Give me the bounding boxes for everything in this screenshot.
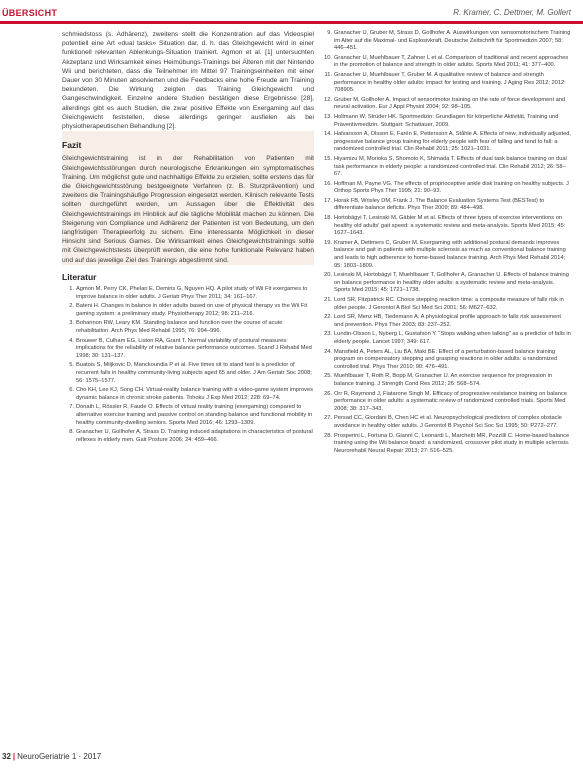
reference-item: 19. Kramer A, Dettmers C, Gruber M. Exergaming with additional postural demands improves balance and gait in patients with multiple sclerosis as much as conventional balance training and leads to high adherence to home-based balance training. Arch Phys Med Rehabil 2014; 95: 1803–1809.: [324, 239, 566, 269]
reference-item: 27. Persad CC, Giordani B, Chen HC et al. Neuropsychological predictors of complex obstacle avoidance in healthy older adults. J Gerontol B Psychol Sci Soc Sci 1995; 50: P272–277.: [324, 415, 562, 429]
reference-item: 8. Granacher U, Gollhofer A, Strass D. Training induced adaptations in characteristics of postural reflexes in elderly men. Gait Posture 2006; 24: 459–466.: [69, 429, 313, 443]
reference-item: 7. Donath L, Rössler R, Faude O. Effects of virtual reality training (exergaming) compared to alternative exercise training and passive control on standing balance and functional mobility in healthy community-dwelling seniors. Sports Med 2016; 46: 1293–1309.: [69, 404, 313, 426]
page-header: [0, 0, 583, 26]
reference-item: 20. Lesinski M, Hortobágyi T, Muehlbauer T, Gollhofer A, Granacher U. Effects of balance training on balance performance in healthy older adults: a systematic review and meta-analysis. Sports Med 2015; 45: 1721–1738.: [324, 272, 569, 294]
reference-list-left: [62, 286, 314, 444]
reference-item: 14. Halvarsson A, Olsson E, Farén E, Pettersson A, Ståhle A. Effects of new, individually adjusted, progressive balance group training for elderly people with fear of falling and tend to fall: a randomized controlled trial. Clin Rehabil 2011; 25: 1021–1031.: [324, 131, 571, 153]
reference-item: 15. Hiyamizu M, Morioka S, Shomoto K, Shimada T. Effects of dual task balance training on dual task performance in elderly people: a randomized controlled trial. Clin Rehabil 2012; 26: 58–67.: [324, 155, 567, 178]
reference-item: 24. Mansfield A, Peters AL, Liu BA, Maki BE. Effect of a perturbation-based balance training program on compensatory stepping and grasping reactions in older adults: a randomized controlled trial. Phys Ther 2010; 90: 476–491.: [324, 348, 558, 370]
reference-item: 25. Muehlbauer T, Roth R, Bopp M, Granacher U. An exercise sequence for progression in balance training. J Strength Cond Res 2012; 26: 568–574.: [324, 373, 553, 387]
reference-item: 11. Granacher U, Muehlbauer T, Gruber M. A qualitative review of balance and strength performance in healthy older adults: impact for testing and training. J Aging Res 2012; 2012: 708905.: [324, 71, 566, 94]
reference-item: 21. Lord SR, Fitzpatrick RC. Choice stepping reaction time: a composite measure of falls risk in older people. J Gerontol A Biol Sci Med Sci 2001; 56: M627–632.: [324, 297, 564, 311]
fazit-heading: Fazit: [62, 140, 82, 151]
fazit-paragraph: Gleichgewichtstraining ist in der Rehabilitation von Patienten mit Gleichgewichtsstörungen durch neurologische Erkrankungen ein symptomatisches Training. Um möglichst gute und nachhaltige Effekte zu erzielen, sollte erstens das für die Gleichgewichtsstörung bestgeeignete Verfahren (z. B. Sturzprävention) und zweitens die Trainingshäufige Progression eingesetzt werden. Klinisch relevante Tests sollten durchgeführt werden, um Aussagen über die Effektivität des Gleichgewichtstrainings im Hinblick auf die tägliche Mobilität machen zu können. Die Steigerung von Compliance und Adhärenz der Patienten ist von Bedeutung, um den langfristigen Therapieerfolg zu sichern. Eine interessante Möglichkeit in dieser Hinsicht sind Serious Games. Die Wirksamkeit eines Gleichgewichtstrainings sollte mit Gleichgewichtstests überprüft werden, die eine hohe funktionale Relevanz haben und auf das jeweilige Ziel des Trainings abgestimmt sind.: [62, 155, 314, 264]
page-footer: [2, 752, 101, 761]
reference-item: 10. Granacher U, Muehlbauer T, Zahner L et al. Comparison of traditional and recent approaches in the promotion of balance and strength in older adults. Sports Med 2011; 41: 377–400.: [324, 54, 569, 69]
reference-item: 6. Cho KH, Lee KJ, Song CH. Virtual-reality balance training with a video-game system improves dynamic balance in chronic stroke patients. Tohoku J Exp Med 2012; 228: 69–74.: [69, 387, 313, 401]
right-column: [320, 30, 572, 457]
reference-list-right: [320, 30, 572, 455]
reference-item: 26. Orr R, Raymond J, Fiatarone Singh M. Efficacy of progressive resistance training on balance performance in older adults: a systematic review of randomized controlled trials. Sports Med 2008; 38: 317–343.: [324, 390, 567, 412]
page-number: 32: [2, 752, 11, 761]
reference-item: 5. Buatois S, Miljkovic D, Manckoundia P et al. Five times sit to stand test is a predictor of recurrent falls in healthy community-living subjects aged 65 and older. J Am Geriatr Soc 2008; 56: 1575–1577.: [69, 362, 312, 384]
journal-name: NeuroGeriatrie 1 · 2017: [17, 752, 102, 761]
reference-item: 12. Gruber M, Gollhofer A. Impact of sensorimotor training on the rate of force development and neural activation. Eur J Appl Physiol 2004; 92: 98–105.: [324, 96, 566, 111]
section-label: ÜBERSICHT: [2, 8, 58, 18]
reference-item: 18. Hortobágyi T, Lesinski M, Gäbler M et al. Effects of three types of exercise interventions on healthy old adults' gait speed: a systematic review and meta-analysis. Sports Med 2015; 45: 1627–1643.: [324, 215, 566, 237]
reference-item: 9. Granacher U, Gruber M, Strass D, Gollhofer A. Auswirkungen von sensomotorischem Training im Alter auf die Maximal- und Explosivkraft. Deutsche Zeitschrift für Sportmedizin 2007; 58: 446–451.: [327, 30, 571, 52]
reference-item: 17. Horak FB, Wrisley DM, Frank J. The Balance Evaluation Systems Test (BESTest) to differentiate balance deficits. Phys Ther 2009; 89: 484–498.: [324, 197, 545, 212]
reference-item: 28. Prosperini L, Fortuna D, Giannì C, Leonardi L, Marchetti MR, Pozzilli C. Home-based balance training using the Wii balance board: a randomized, crossover pilot study in multiple sclerosis. Neurorehabil Neural Repair 2013; 27: 516–525.: [324, 432, 570, 454]
reference-item: 4. Brouwer B, Culham EG, Liston RA, Grant T. Normal variability of postural measures: implications for the reliability of relative balance performance outcomes. Scand J Rehabil Med 1998; 30: 131–137.: [69, 337, 312, 359]
reference-item: 13. Hollmann W, Strüder HK. Sportmedizin: Grundlagen für körperliche Aktivität, Training und Präventivmedizin. Stuttgart: Schattauer, 2009.: [324, 113, 559, 128]
reference-item: 22. Lord SR, Menz HB, Tiedemann A. A physiological profile approach to falls risk assessment and prevention. Phys Ther 2003; 83: 237–252.: [324, 314, 561, 328]
reference-item: 16. Hoffman M, Payne VG. The effects of proprioceptive ankle disk training on healthy subjects. J Orthop Sports Phys Ther 1995; 21: 90–93.: [324, 180, 569, 195]
reference-item: 1. Agmon M, Perry CK, Phelan E, Demiris G, Nguyen HQ. A pilot study of Wii Fit exergames to improve balance in older adults. J Geriatr Phys Ther 2011; 34: 161–167.: [69, 286, 308, 300]
header-authors: R. Kramer, C. Dettmer, M. Gollert: [453, 8, 571, 17]
reference-item: 2. Bateni H. Changes in balance in older adults based on use of physical therapy vs the Wii Fit gaming system: a preliminary study. Physiotherapy 2012; 98: 211–216.: [69, 303, 308, 317]
reference-item: 23. Lundin-Olsson L, Nyberg L, Gustafson Y. "Stops walking when talking" as a predictor of falls in elderly people. Lancet 1997; 349: 617.: [324, 331, 571, 345]
footer-separator: |: [12, 752, 16, 761]
reference-item: 3. Bohannon RW, Leary KM. Standing balance and function over the course of acute rehabilitation. Arch Phys Med Rehabil 1995; 76: 994–996.: [69, 320, 283, 335]
fazit-box: [62, 131, 314, 265]
left-column: [62, 30, 314, 446]
header-rule: [0, 21, 583, 24]
literatur-heading: Literatur: [62, 271, 97, 282]
intro-paragraph: schmiedstoss (s. Adhärenz), zweitens stellt die Konzentration auf das Videospiel potentiell eine Art «dual tasks» Situation dar, d. h. das Gleichgewicht wird in einer funktionell relevanten Ablenkungs-Situation trainiert. Agmon et al. [1] untersuchten Akzeptanz und Wirksamkeit eines Heimübungs-Trainings bei Älteren mit der Nintendo Wii und berichteten, dass die Teilnehmer im Mittel 97 Trainingseinheiten mit einer Dauer von 30 Minuten absolvierten und die Feedbacks eine hohe Freude am Training bekundeten. Die Wirkung zeigten das Training Gleichgewicht und Gangeschwindigkeit. Einzelne andere Studien bestätigen diese Ergebnisse [28], allerdings gibt es auch Studien, die zwar positive Effekte von Exergaming auf das Gleichgewicht feststellen, diese allerdings geringer ausfielen als bei physiotherapeutischen Behandlung [2].: [62, 31, 314, 131]
